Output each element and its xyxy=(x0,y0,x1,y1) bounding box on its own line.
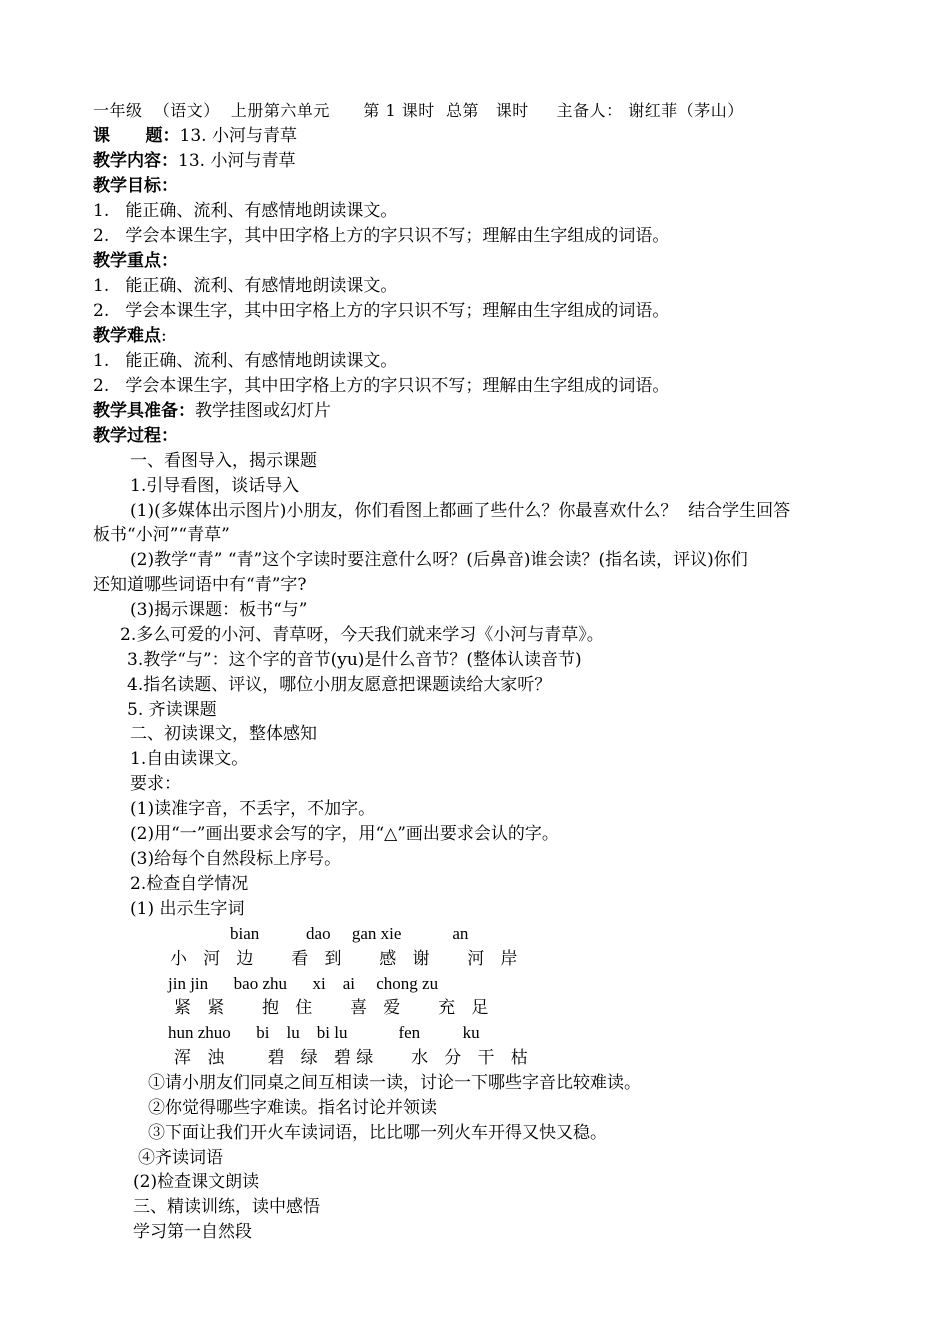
section-heading: 一、看图导入，揭示课题 xyxy=(130,451,317,471)
topic-label: 课 题： xyxy=(93,126,180,146)
difficulty-item: 2. 学会本课生字，其中田字格上方的字只识不写；理解由生字组成的词语。 xyxy=(93,376,670,396)
header-preparer-label: 主备人： xyxy=(556,101,623,120)
paragraph-line: (2)教学“青” “青”这个字读时要注意什么呀？(后鼻音)谁会读？(指名读，评议)你们 xyxy=(130,550,748,570)
paragraph-line: 板书“小河”“青草” xyxy=(93,525,230,545)
step-line: (1) 出示生字词 xyxy=(130,899,245,919)
goal-item: 1. 能正确、流利、有感情地朗读课文。 xyxy=(93,201,398,221)
requirement-item: (1)读准字音，不丢字，不加字。 xyxy=(130,799,376,819)
key-item: 2. 学会本课生字，其中田字格上方的字只识不写；理解由生字组成的词语。 xyxy=(93,301,670,321)
process-heading: 教学过程： xyxy=(93,426,178,446)
header-grade: 一年级 xyxy=(93,101,143,120)
difficulty-item: 1. 能正确、流利、有感情地朗读课文。 xyxy=(93,351,398,371)
tools-label: 教学具准备： xyxy=(93,401,195,421)
pinyin-row: jin jin bao zhu xi ai chong zu xyxy=(168,974,439,993)
paragraph-line: 还知道哪些词语中有“青”字? xyxy=(93,575,307,595)
content-line xyxy=(93,149,295,173)
paragraph-line: (3)揭示课题：板书“与” xyxy=(130,600,308,620)
keys-heading: 教学重点： xyxy=(93,251,178,271)
activity-line: ④齐读词语 xyxy=(138,1148,223,1168)
activity-line: ①请小朋友们同桌之间互相读一读，讨论一下哪些字音比较难读。 xyxy=(148,1073,641,1093)
paragraph-line: (1)(多媒体出示图片)小朋友，你们看图上都画了些什么？你最喜欢什么？ 结合学生回答 xyxy=(130,501,791,521)
pinyin-row: bian dao gan xie an xyxy=(230,924,469,943)
difficulties-label: 教学难点 xyxy=(93,326,161,346)
activity-line: ②你觉得哪些字难读。指名讨论并领读 xyxy=(148,1098,437,1118)
step-line: 3.教学“与”：这个字的音节(yu)是什么音节？(整体认读音节) xyxy=(127,650,582,670)
key-item: 1. 能正确、流利、有感情地朗读课文。 xyxy=(93,276,398,296)
hanzi-row: 浑 浊 碧 绿 碧 绿 水 分 干 枯 xyxy=(174,1048,528,1068)
requirement-item: (3)给每个自然段标上序号。 xyxy=(130,849,342,869)
header-line xyxy=(93,99,744,123)
step-line: 学习第一自然段 xyxy=(133,1222,252,1242)
header-unit: 上册第六单元 xyxy=(230,101,330,120)
section-heading: 三、精读训练，读中感悟 xyxy=(133,1197,320,1217)
step-line: 4.指名读题、评议，哪位小朋友愿意把课题读给大家听？ xyxy=(127,675,552,695)
topic-value: 13. 小河与青草 xyxy=(179,126,297,146)
header-total: 总第 课时 xyxy=(445,101,529,120)
requirement-item: (2)用“一”画出要求会写的字，用“△”画出要求会认的字。 xyxy=(130,824,559,844)
content-value: 13. 小河与青草 xyxy=(178,151,296,171)
pinyin-row: hun zhuo bi lu bi lu fen ku xyxy=(168,1023,480,1042)
hanzi-row: 紧 紧 抱 住 喜 爱 充 足 xyxy=(174,998,489,1018)
goals-heading: 教学目标： xyxy=(93,176,178,196)
difficulties-heading xyxy=(93,324,167,348)
content-label: 教学内容： xyxy=(93,151,178,171)
section-heading: 二、初读课文，整体感知 xyxy=(130,724,317,744)
step-line: (2)检查课文朗读 xyxy=(133,1172,260,1192)
hanzi-row: 小 河 边 看 到 感 谢 河 岸 xyxy=(170,949,518,969)
difficulties-colon: : xyxy=(161,326,167,346)
step-line: 2.检查自学情况 xyxy=(130,874,249,894)
header-preparer: 谢红菲（茅山） xyxy=(628,101,744,120)
topic-line xyxy=(93,124,297,148)
tools-value: 教学挂图或幻灯片 xyxy=(195,401,331,421)
activity-line: ③下面让我们开火车读词语，比比哪一列火车开得又快又稳。 xyxy=(148,1123,607,1143)
tools-line xyxy=(93,399,331,423)
requirements-label: 要求： xyxy=(130,774,181,794)
step-line: 2.多么可爱的小河、青草呀，今天我们就来学习《小河与青草》。 xyxy=(120,625,604,645)
step-line: 5. 齐读课题 xyxy=(127,700,217,720)
header-subject: （语文） xyxy=(153,101,220,120)
step-line: 1.引导看图，谈话导入 xyxy=(130,476,300,496)
header-lesson: 第 1 课时 xyxy=(363,101,435,120)
step-line: 1.自由读课文。 xyxy=(130,749,249,769)
goal-item: 2. 学会本课生字，其中田字格上方的字只识不写；理解由生字组成的词语。 xyxy=(93,226,670,246)
